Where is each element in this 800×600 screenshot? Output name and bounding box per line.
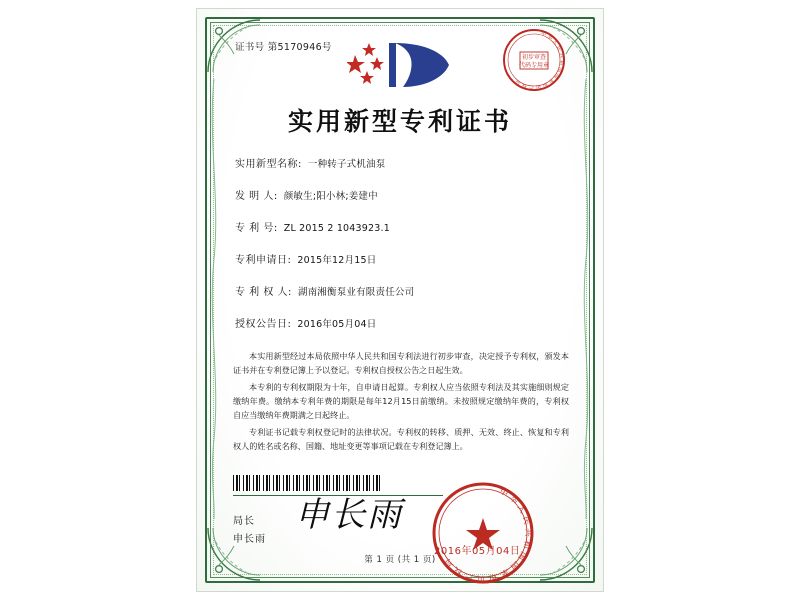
page-title: 实用新型专利证书 (287, 107, 512, 136)
field-row-patentee (235, 283, 567, 298)
field-value: 颜敏生;阳小林;姜建中 (283, 191, 378, 202)
patent-certificate (196, 8, 604, 592)
certificate-number: 证书号 第5170946号 (235, 42, 332, 53)
certificate-body (233, 349, 569, 456)
handwritten-signature: 申长雨 (295, 495, 403, 535)
svg-text:中华人民共和国国家知识产权局: 中华人民共和国国家知识产权局 (439, 485, 535, 585)
body-paragraph-2: 本专利的专利权期限为十年，自申请日起算。专利权人应当依照专利法及其实施细则规定缴纳年费。缴纳本专利年费的期限是每年12月15日前缴纳。未按照规定缴纳年费的，专利权自应当缴纳年费期满之日起终止。 (233, 382, 569, 420)
field-row-grant-announcement-date (235, 315, 567, 330)
body-paragraph-3: 专利证书记载专利权登记时的法律状况。专利权的转移、质押、无效、终止、恢复和专利权人的姓名或名称、国籍、地址变更等事项记载在专利登记簿上。 (233, 427, 569, 451)
barcode (233, 475, 383, 491)
field-label: 实用新型名称: (235, 159, 302, 170)
field-value: 2015年12月15日 (297, 255, 377, 266)
field-label: 专 利 权 人: (235, 287, 292, 298)
svg-text:初步审查: 初步审查 (521, 54, 547, 61)
field-value: 2016年05月04日 (297, 319, 377, 330)
signature-title-label: 局长 (233, 516, 255, 527)
cnipa-logo-icon (347, 35, 457, 93)
page-footer: 第 1 页 (共 1 页) (364, 555, 436, 565)
field-label: 授权公告日: (235, 319, 292, 330)
field-row-inventors (235, 187, 567, 202)
field-label: 发 明 人: (235, 191, 278, 202)
field-label: 专利申请日: (235, 255, 292, 266)
field-row-application-date (235, 251, 567, 266)
field-value: ZL 2015 2 1043923.1 (283, 223, 390, 234)
body-paragraph-1: 本实用新型经过本局依照中华人民共和国专利法进行初步审查，决定授予专利权，颁发本证书并在专利登记簿上予以登记。专利权自授权公告之日起生效。 (233, 351, 569, 375)
field-value: 湖南湘衡泵业有限责任公司 (297, 287, 415, 298)
field-label: 专 利 号: (235, 223, 278, 234)
svg-text:中华人民共和国国家知识产权局: 中华人民共和国国家知识产权局 (513, 30, 565, 91)
review-seal-icon (501, 27, 567, 93)
field-row-utility-model-name (235, 155, 567, 170)
field-row-patent-number (235, 219, 567, 234)
national-seal-icon (429, 479, 537, 587)
certificate-fields (235, 155, 567, 347)
signature-name-label: 申长雨 (233, 534, 266, 545)
svg-text:代码专用章: 代码专用章 (518, 62, 550, 69)
field-value: 一种转子式机油泵 (307, 159, 386, 170)
seal-date: 2016年05月04日 (434, 546, 521, 557)
